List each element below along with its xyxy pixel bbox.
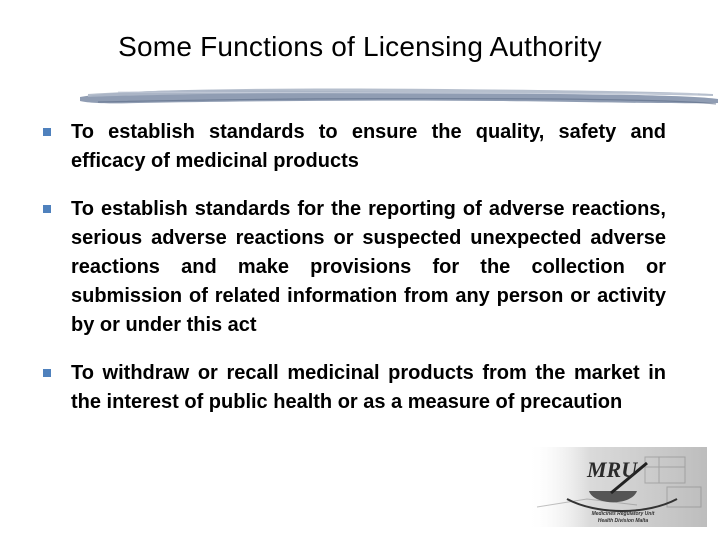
logo-caption-line2: Health Division Malta [597,518,649,524]
bullet-text: To withdraw or recall medicinal products from the market in the interest of public health or as a measure of precaution [71,362,666,413]
bullet-item [40,195,666,340]
bullet-text: To establish standards to ensure the quality, safety and efficacy of medicinal products [71,121,666,172]
bullet-list [40,118,666,436]
square-bullet-icon [43,205,51,213]
bullet-item [40,359,666,417]
slide-title: Some Functions of Licensing Authority [118,31,602,62]
logo-mark-text: MRU [587,457,638,482]
logo-caption-line1: Medicines Regulatory Unit [591,511,655,517]
bullet-item [40,118,666,176]
square-bullet-icon [43,128,51,136]
square-bullet-icon [43,369,51,377]
title-underline-brush-stroke [78,82,720,108]
bullet-text: To establish standards for the reporting of adverse reactions, serious adverse reactions or suspected unexpected adverse reactions and make provisions for the collection or submission of related information from any person or activity by or under this act [71,198,666,336]
